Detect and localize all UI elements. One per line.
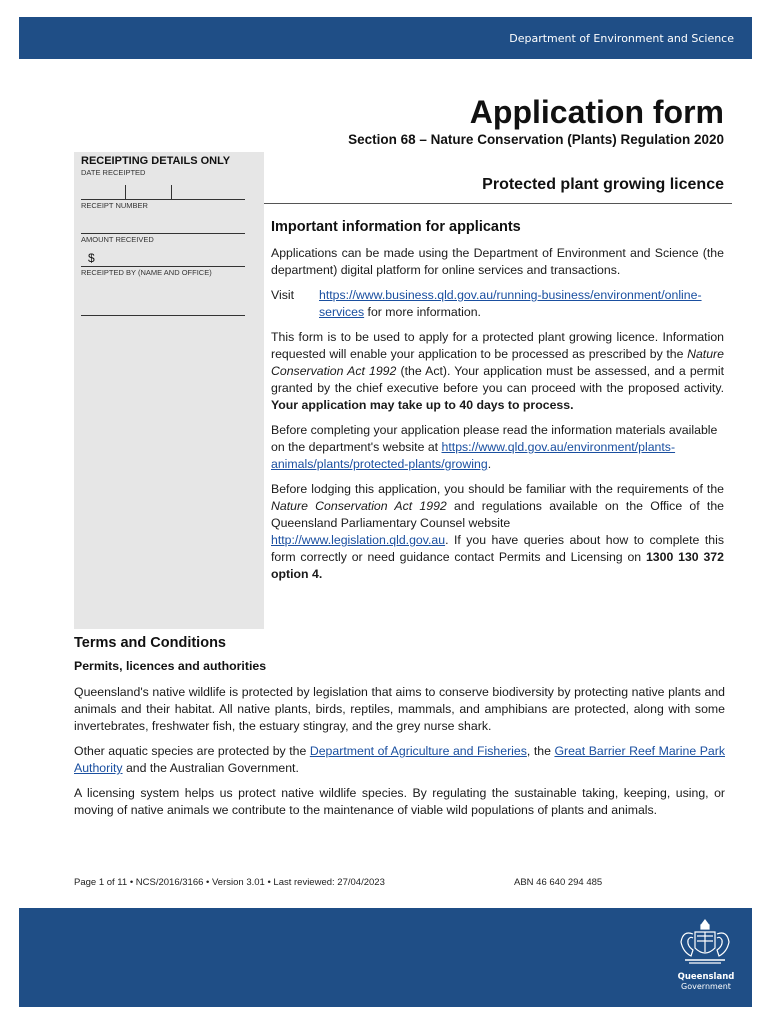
queensland-government-logo — [671, 972, 741, 992]
date-receipted-field[interactable] — [81, 199, 245, 200]
receipted-by-field[interactable] — [81, 315, 245, 316]
form-purpose-paragraph — [271, 329, 724, 414]
amount-received-label: AMOUNT RECEIVED — [81, 235, 154, 244]
contact-phone: 1300 130 372 option 4. — [271, 550, 724, 581]
act-name: Nature Conservation Act 1992 — [271, 347, 724, 378]
aquatic-text-2: , the — [526, 744, 555, 758]
intro-paragraph: Applications can be made using the Department of Environment and Science (the department) digital platform for online services and transactions. — [271, 246, 724, 277]
daf-link[interactable]: Department of Agriculture and Fisheries — [309, 744, 527, 758]
receipting-heading: RECEIPTING DETAILS ONLY — [81, 155, 231, 167]
materials-end: . — [487, 457, 492, 471]
aquatic-text: Other aquatic species are protected by the — [74, 744, 310, 758]
visit-text — [319, 287, 724, 321]
queensland-crest-icon — [675, 916, 735, 968]
terms-and-conditions — [74, 635, 725, 827]
bottom-banner — [19, 908, 752, 1007]
visit-word: Visit — [271, 288, 295, 302]
date-separator — [125, 185, 126, 199]
receipt-number-field[interactable] — [81, 233, 245, 234]
currency-symbol: $ — [88, 251, 95, 265]
wildlife-paragraph: Queensland's native wildlife is protected by legislation that aims to conserve biodiversity by protecting native plants and animals and their habitat. All native plants, birds, reptiles, mammals, and amphibians are protected, along with some invertebrates, freshwater fish, the estuary stingray, and the grey nurse shark. — [74, 685, 725, 733]
receipting-details-box — [74, 152, 264, 629]
protected-plants-growing-link[interactable]: https://www.qld.gov.au/environment/plants-animals/plants/protected-plants/growing — [271, 440, 676, 471]
online-services-link[interactable]: https://www.business.qld.gov.au/running-business/environment/online-services — [319, 288, 702, 319]
information-materials-paragraph — [271, 422, 724, 473]
legislation-paragraph — [271, 481, 724, 532]
logo-line-2: Government — [681, 982, 731, 991]
visit-after: for more information. — [364, 305, 481, 319]
purpose-text: This form is to be used to apply for a protected plant growing licence. Information requested will enable your application to be processed as prescribed by the — [271, 330, 724, 361]
form-title: Application form — [469, 94, 724, 130]
legislation-text-2: and regulations available on the Office of the Queensland Parliamentary Counsel website — [271, 499, 725, 530]
visit-paragraph — [271, 287, 724, 321]
logo-line-1: Queensland — [677, 972, 735, 982]
important-information — [271, 219, 724, 591]
receipted-by-label: RECEIPTED BY (NAME AND OFFICE) — [81, 268, 212, 277]
top-banner — [19, 17, 752, 59]
licence-title: Protected plant growing licence — [482, 176, 724, 193]
legislation-link[interactable]: http://www.legislation.qld.gov.au — [271, 533, 446, 547]
permits-subheading: Permits, licences and authorities — [74, 659, 267, 673]
regulation-section: Section 68 – Nature Conservation (Plants) Regulation 2020 — [348, 132, 724, 147]
date-receipted-label: DATE RECEIPTED — [81, 168, 146, 177]
aquatic-text-3: and the Australian Government. — [122, 761, 299, 775]
abn-number: ABN 46 640 294 485 — [514, 877, 603, 888]
act-name-2: Nature Conservation Act 1992 — [271, 499, 447, 513]
purpose-text-2: (the Act). Your application must be assessed, and a permit granted by the chief executive before you can proceed with the proposed activity. — [271, 364, 724, 395]
licensing-paragraph: A licensing system helps us protect native wildlife species. By regulating the sustainable taking, keeping, using, or moving of native animals we contribute to the maintenance of viable wild populations of plants and animals. — [74, 786, 725, 817]
legislation-paragraph-cont — [271, 532, 724, 583]
gbrmpa-link[interactable]: Great Barrier Reef Marine Park Authority — [74, 744, 725, 775]
divider — [264, 203, 732, 204]
terms-heading: Terms and Conditions — [74, 635, 226, 651]
queries-text: . If you have queries about how to complete this form correctly or need guidance contact Permits and Licensing on — [271, 533, 724, 564]
department-name: Department of Environment and Science — [509, 32, 734, 45]
important-heading: Important information for applicants — [271, 219, 521, 235]
date-separator — [171, 185, 172, 199]
processing-time: Your application may take up to 40 days to process. — [271, 398, 574, 412]
receipt-number-label: RECEIPT NUMBER — [81, 201, 148, 210]
aquatic-paragraph — [74, 743, 725, 777]
amount-received-field[interactable] — [81, 266, 245, 267]
legislation-text: Before lodging this application, you should be familiar with the requirements of the — [271, 482, 724, 496]
page-info: Page 1 of 11 • NCS/2016/3166 • Version 3.01 • Last reviewed: 27/04/2023 — [74, 877, 385, 888]
materials-text: Before completing your application please read the information materials available on the department's website at — [271, 423, 718, 454]
